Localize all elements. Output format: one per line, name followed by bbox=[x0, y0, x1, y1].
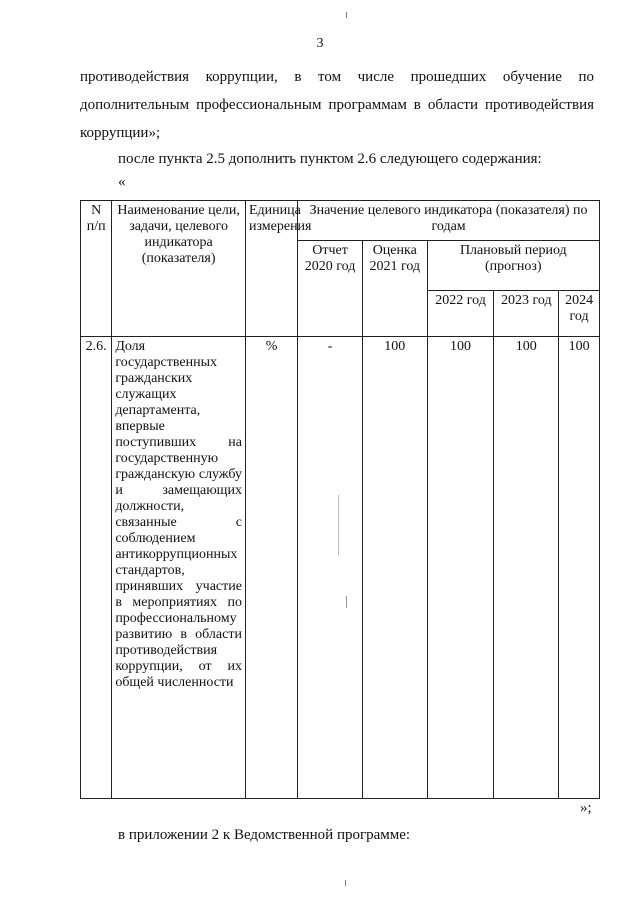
header-plan-period: Плановый период (прогноз) bbox=[427, 241, 599, 291]
header-estimate-2021: Оценка 2021 год bbox=[362, 241, 427, 337]
header-num: N п/п bbox=[81, 201, 112, 337]
page-number: 3 bbox=[316, 36, 324, 51]
instruction-text: после пункта 2.5 дополнить пунктом 2.6 следующего содержания: bbox=[118, 151, 542, 167]
scan-speck bbox=[338, 495, 339, 555]
row-num: 2.6. bbox=[81, 337, 112, 799]
closing-quote: »; bbox=[580, 800, 592, 816]
intro-line-1: противодействия коррупции, в том числе прошедших обучение по bbox=[80, 69, 594, 85]
header-name: Наименование цели, задачи, целевого индикатора (показателя) bbox=[112, 201, 246, 337]
intro-line-3: коррупции»; bbox=[80, 125, 161, 141]
scan-speck bbox=[345, 880, 346, 886]
header-year-2024: 2024 год bbox=[559, 291, 600, 337]
row-unit: % bbox=[245, 337, 297, 799]
row-year-2024: 100 bbox=[559, 337, 600, 799]
row-year-2023: 100 bbox=[494, 337, 559, 799]
indicator-table bbox=[80, 200, 600, 799]
scan-speck bbox=[346, 596, 347, 608]
header-report-2020: Отчет 2020 год bbox=[298, 241, 363, 337]
header-year-2023: 2023 год bbox=[494, 291, 559, 337]
row-year-2022: 100 bbox=[427, 337, 494, 799]
opening-quote: « bbox=[118, 174, 126, 190]
closing-text: в приложении 2 к Ведомственной программе: bbox=[118, 827, 411, 843]
header-year-2022: 2022 год bbox=[427, 291, 494, 337]
header-unit: Единица измерения bbox=[245, 201, 297, 337]
intro-line-2: дополнительным профессиональным программам в области противодействия bbox=[80, 97, 594, 113]
row-report-2020: - bbox=[298, 337, 363, 799]
scan-speck bbox=[346, 12, 347, 18]
row-estimate-2021: 100 bbox=[362, 337, 427, 799]
header-value-group: Значение целевого индикатора (показателя) по годам bbox=[298, 201, 600, 241]
row-name: Доля государственных гражданских служащих департамента, впервые поступивших на государственную гражданскую службу и замещающих должности, связанные с соблюдением антикоррупционных стандартов, принявших участие в мероприятиях по профессиональному развитию в области противодействия коррупции, от их общей численности bbox=[112, 337, 246, 799]
